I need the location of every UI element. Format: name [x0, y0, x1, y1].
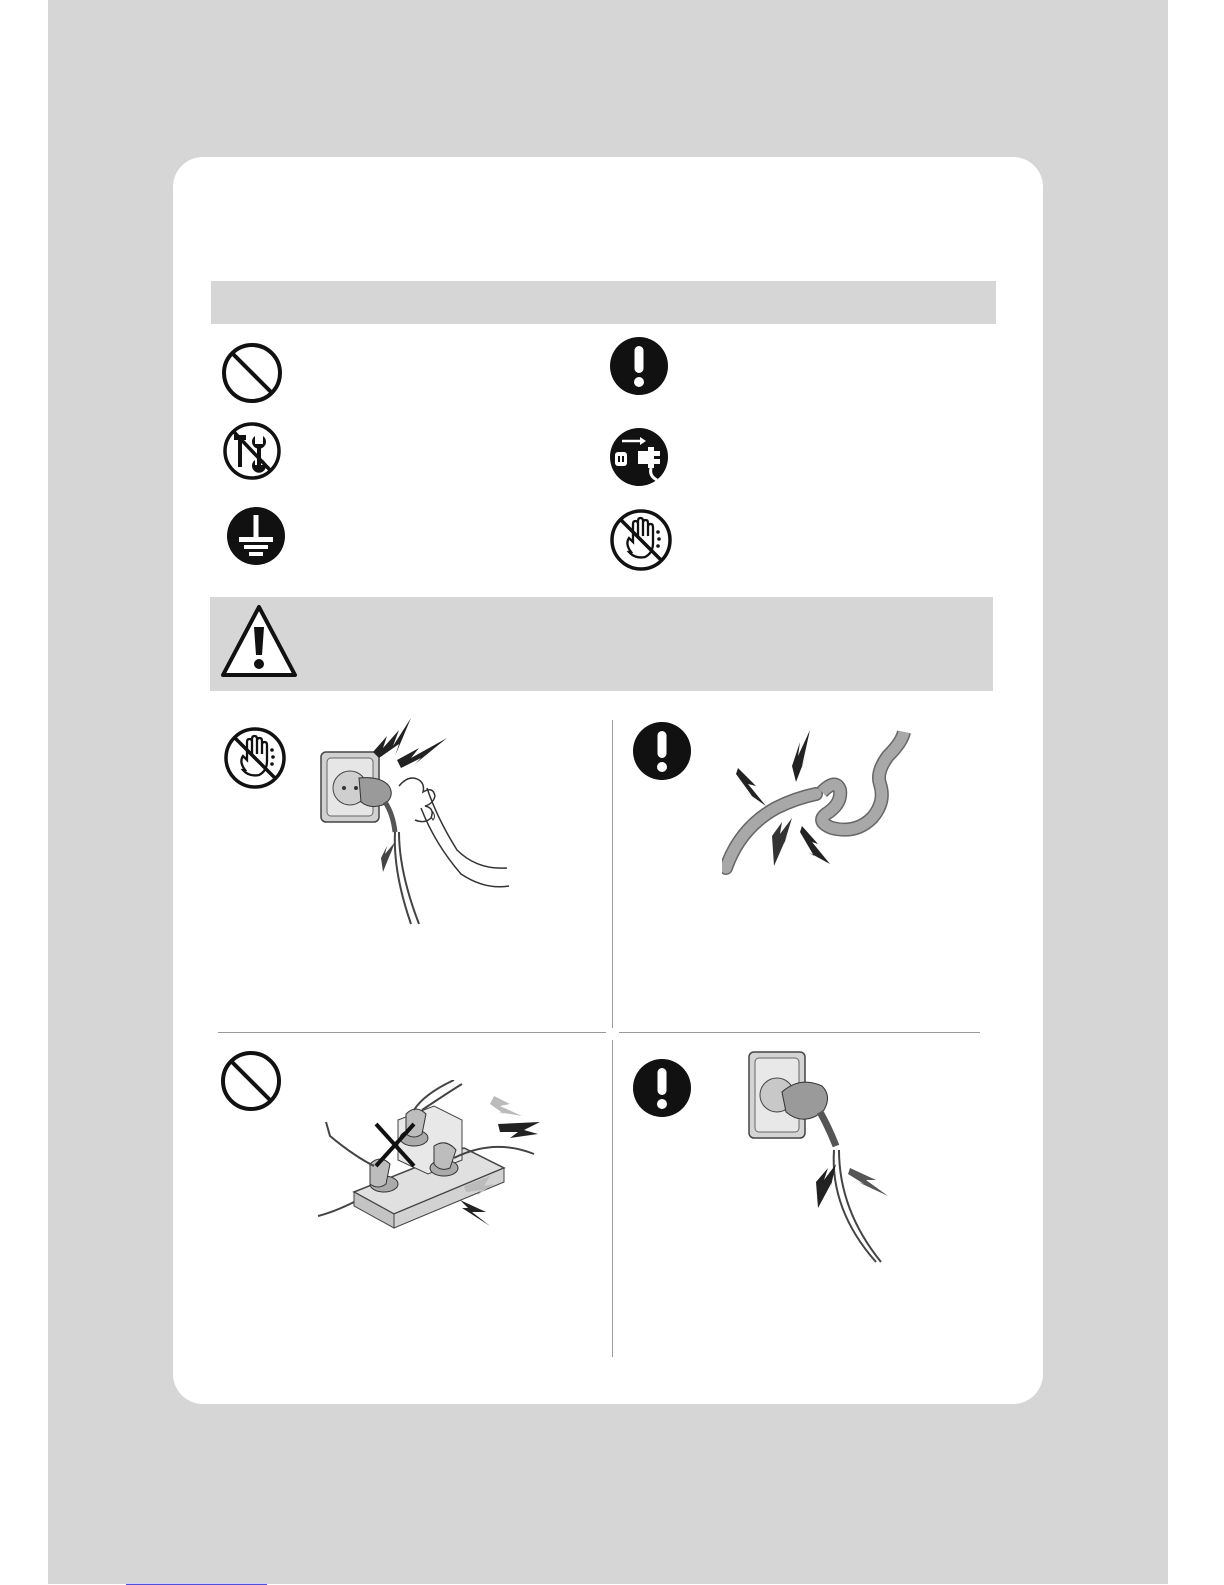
plug-fully-inserted-illustration [746, 1050, 896, 1265]
panel-4-mandatory-action-icon [632, 1058, 692, 1118]
panel-3-prohibited-icon [220, 1050, 282, 1112]
legend-prohibited-icon [221, 342, 283, 404]
legend-ground-connection-icon [226, 506, 286, 566]
panel-divider-vertical-top [612, 720, 613, 1028]
legend-unplug-power-icon [608, 427, 670, 487]
footer-link[interactable] [126, 1572, 267, 1584]
symbol-legend-header-band [211, 281, 996, 324]
warning-triangle-icon [220, 603, 298, 679]
panel-1-no-wet-hands-icon [223, 726, 287, 790]
panel-divider-horizontal-left [218, 1032, 606, 1033]
legend-do-not-disassemble-icon [222, 420, 282, 482]
panel-divider-vertical-bottom [612, 1040, 613, 1357]
warning-banner [210, 597, 993, 691]
wet-hand-touching-plug-illustration [315, 708, 525, 928]
panel-divider-horizontal-right [619, 1032, 980, 1033]
legend-mandatory-action-icon [609, 336, 669, 396]
overloaded-power-strip-illustration [314, 1080, 544, 1240]
damaged-power-cord-illustration [722, 726, 922, 901]
legend-no-wet-hands-icon [609, 508, 673, 572]
panel-2-mandatory-action-icon [632, 721, 692, 781]
